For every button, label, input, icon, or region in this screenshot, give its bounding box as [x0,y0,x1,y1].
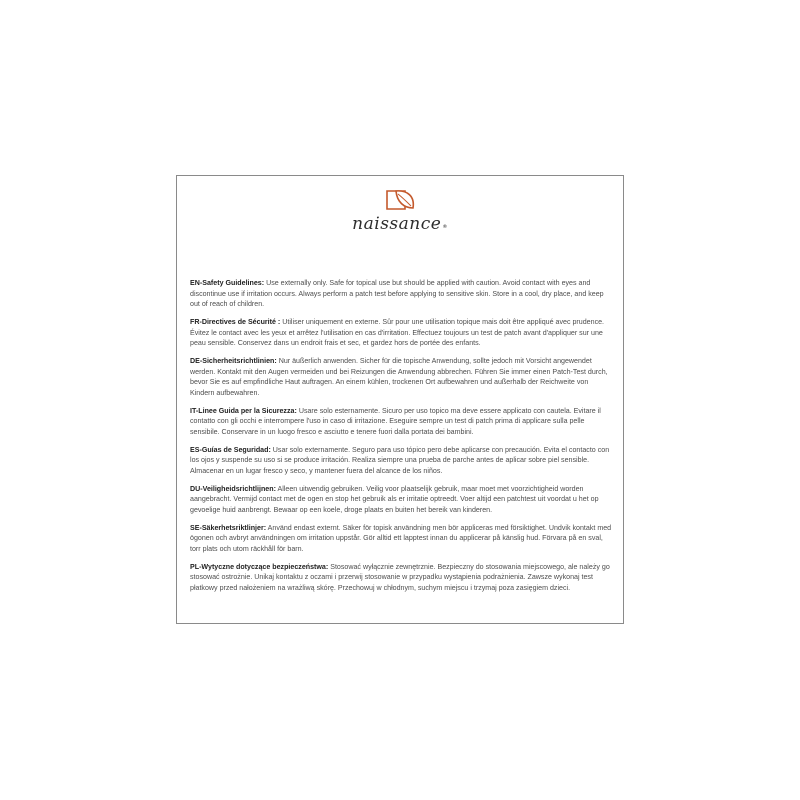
guideline-text: Använd endast externt. Säker för topisk användning men bör appliceras med försiktighet. Undvik kontakt med ögonen och avbryt användningen om irritation uppstår. Gör alltid ett lapptest innan du applicerar på känslig hud. Förvara på en sval, torr plats och utom räckhåll för barn. [190,523,612,553]
registered-mark: ® [442,224,448,230]
guideline-label: DE-Sicherheitsrichtlinien: [190,357,277,365]
guideline-label: PL-Wytyczne dotyczące bezpieczeństwa: [190,562,329,571]
guideline-text: Utiliser uniquement en externe. Sûr pour une utilisation topique mais doit être appliqué avec prudence. Évitez le contact avec les yeux et arrêtez l'utilisation en cas d'irritation. Effectuez toujours un test de patch avant d'appliquer sur une peau sensible. Conservez dans un endroit frais et sec, et gardez hors de portée des enfants. [190,318,605,347]
guideline-label: IT-Linee Guida per la Sicurezza: [190,406,297,415]
safety-guidelines-card [176,175,624,624]
guideline-label: SE-Säkerhetsriktlinjer: [190,523,267,532]
guideline-pl [190,562,612,594]
guideline-label: EN-Safety Guidelines: [190,279,265,287]
guideline-es [190,445,612,477]
brand-name: naissance [352,214,442,234]
guideline-de [190,356,612,398]
guideline-text: Usar solo externamente. Seguro para uso tópico pero debe aplicarse con precaución. Evita el contacto con los ojos y suspende su uso si se produce irritación. Realiza siempre una prueba de parche antes de aplicar sobre piel sensible. Almacenar en un lugar fresco y seco, y mantener fuera del alcance de los niños. [190,445,610,475]
guidelines-list [190,278,612,601]
guideline-text: Stosować wyłącznie zewnętrznie. Bezpieczny do stosowania miejscowego, ale należy go stosować ostrożnie. Unikaj kontaktu z oczami i przerwij stosowanie w przypadku wystąpienia podrażnienia. Zawsze wykonaj test płatkowy przed nałożeniem na wrażliwą skórę. Przechowuj w chłodnym, suchym miejscu i trzymaj poza zasięgiem dzieci. [190,562,610,592]
guideline-text: Usare solo esternamente. Sicuro per uso topico ma deve essere applicato con cautela. Evitare il contatto con gli occhi e interrompere l'uso in caso di irritazione. Eseguire sempre un test di patch prima di applicare sulla pelle sensibile. Conservare in un luogo fresco e asciutto e tenere fuori dalla portata dei bambini. [190,406,601,436]
brand-logo [177,188,623,248]
guideline-en [190,278,612,310]
guideline-label: DU-Veiligheidsrichtlijnen: [190,484,276,493]
guideline-se [190,523,612,555]
leaf-n-logo-icon [383,188,419,212]
guideline-label: FR-Directives de Sécurité : [190,318,281,326]
guideline-text: Use externally only. Safe for topical use but should be applied with caution. Avoid contact with eyes and discontinue use if irritation occurs. Always perform a patch test before applying to sensitive skin. Store in a cool, dry place, and keep out of reach of children. [190,279,604,308]
guideline-fr [190,317,612,349]
guideline-it [190,406,612,438]
brand-wordmark [177,214,623,234]
guideline-text: Alleen uitwendig gebruiken. Veilig voor plaatselijk gebruik, maar moet met voorzichtigheid worden aangebracht. Vermijd contact met de ogen en stop het gebruik als er irritatie optreedt. Voer altijd een patchtest uit voordat u het op gevoelige huid aanbrengt. Bewaar op een koele, droge plaats en buiten het bereik van kinderen. [190,484,599,514]
guideline-label: ES-Guías de Seguridad: [190,445,271,454]
guideline-du [190,484,612,516]
guideline-text: Nur äußerlich anwenden. Sicher für die topische Anwendung, sollte jedoch mit Vorsicht angewendet werden. Kontakt mit den Augen vermeiden und bei Reizungen die Anwendung abbrechen. Führen Sie immer einen Patch-Test durch, bevor Sie es auf empfindliche Haut auftragen. An einem kühlen, trockenen Ort aufbewahren und außerhalb der Reichweite von Kindern aufbewahren. [190,357,608,397]
